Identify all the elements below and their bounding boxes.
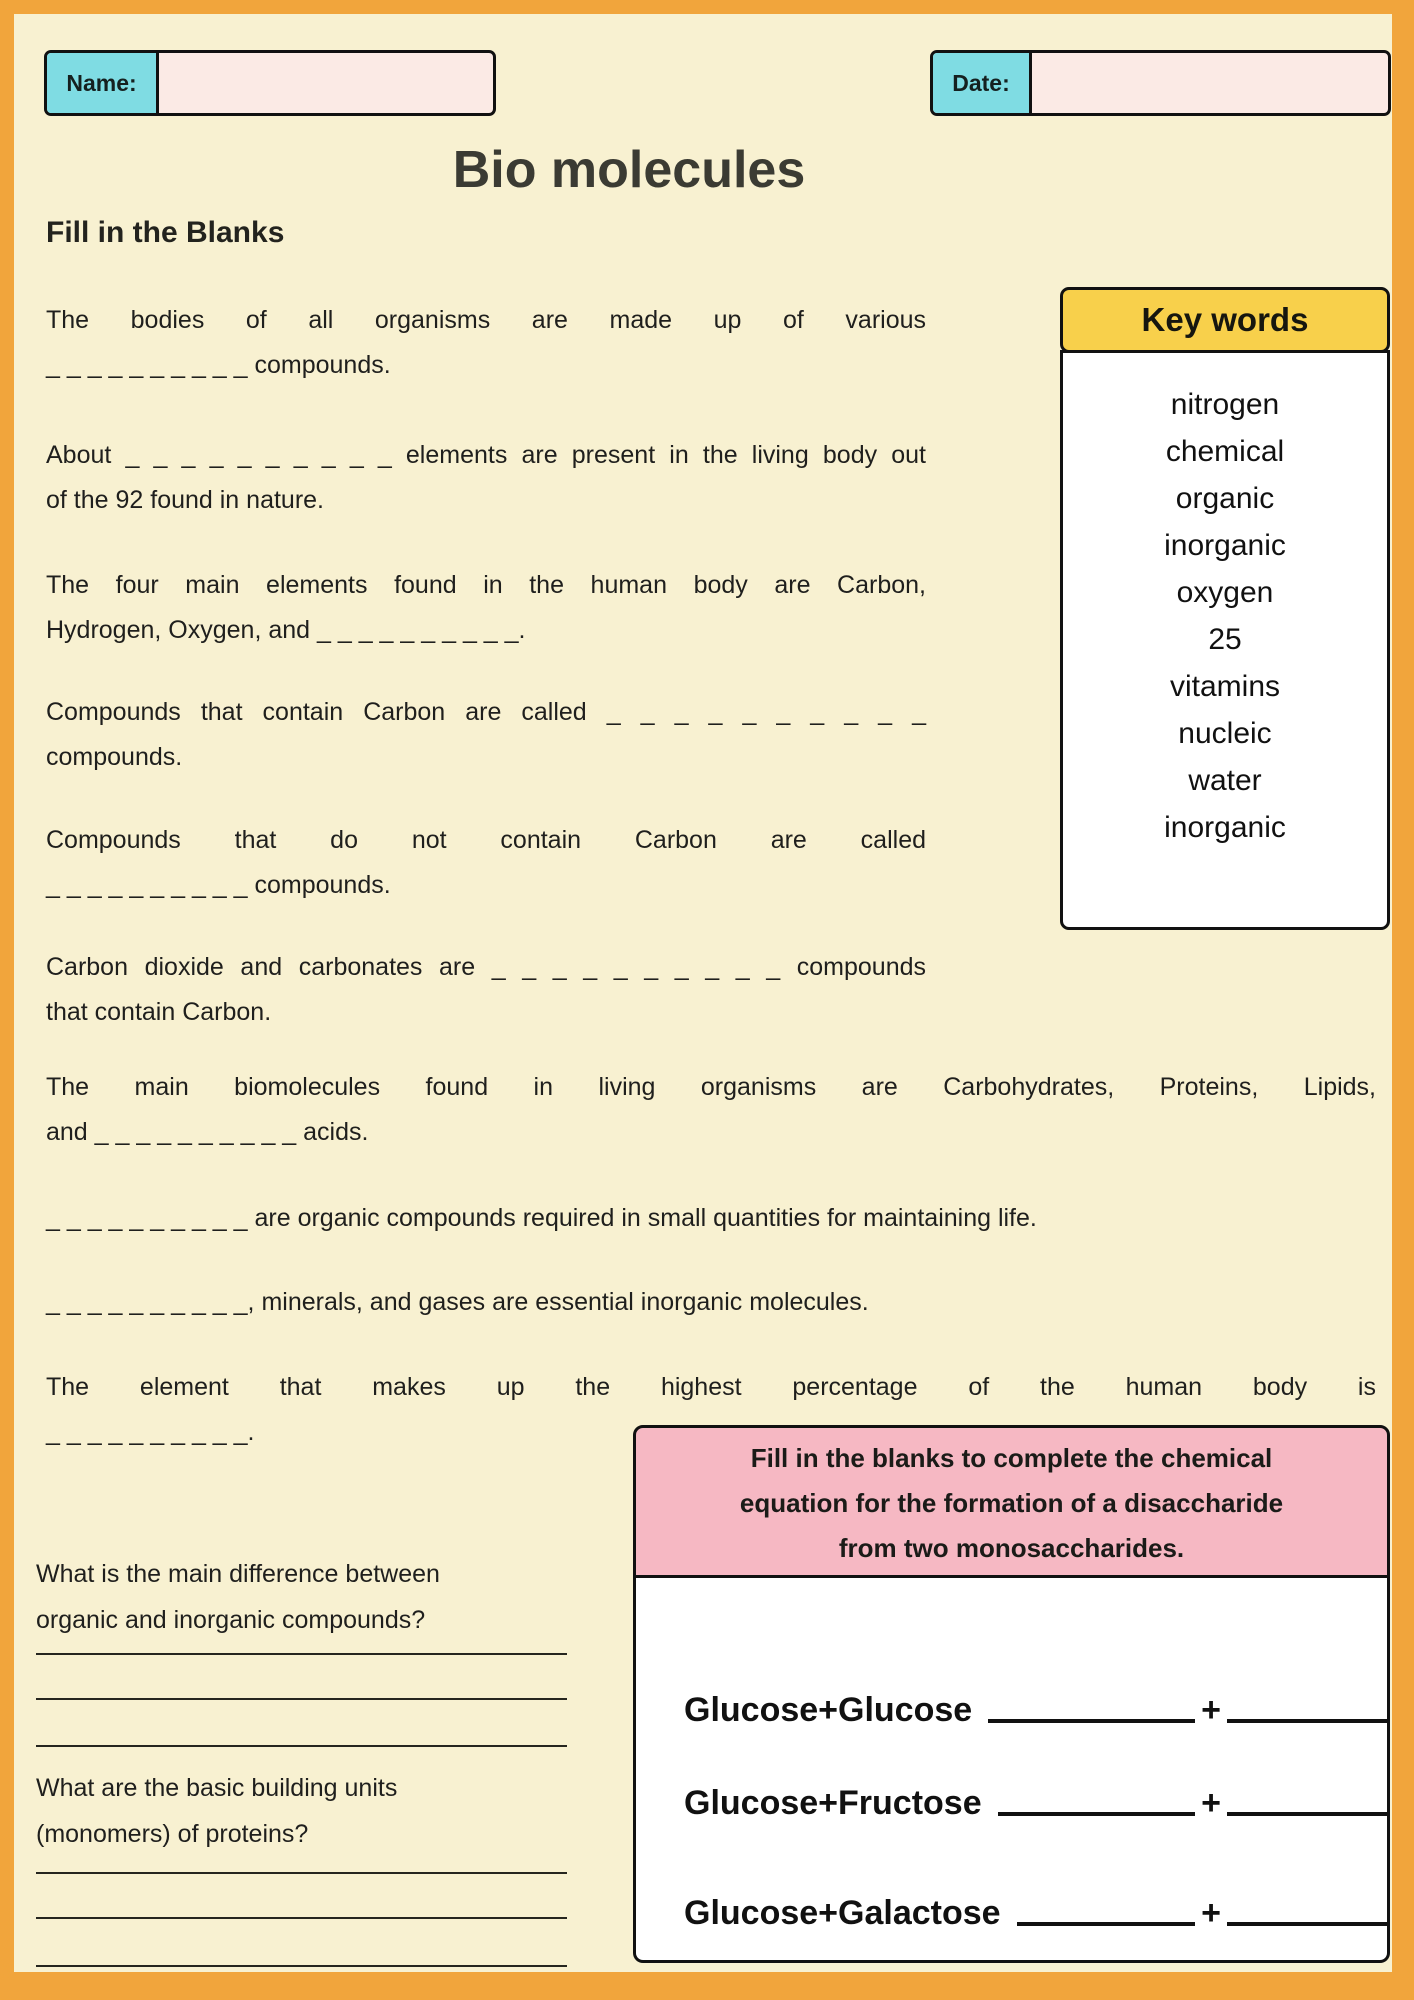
name-input[interactable] xyxy=(159,53,493,113)
name-label: Name: xyxy=(47,53,159,113)
key-words-box xyxy=(1060,350,1390,930)
equation-reactants: Glucose+Glucose xyxy=(684,1691,973,1729)
paragraph-line-1: The bodies of all organisms are made up of various xyxy=(46,306,926,334)
paragraph-line-1: The four main elements found in the human body are Carbon, xyxy=(46,571,926,599)
equation-blank-line xyxy=(1227,1922,1390,1926)
answer-line xyxy=(36,1917,567,1919)
paragraph-line-2: _ _ _ _ _ _ _ _ _ _ compounds. xyxy=(46,871,391,899)
paragraph-line-2: compounds. xyxy=(46,743,183,771)
answer-line xyxy=(36,1698,567,1700)
equation-reactants: Glucose+Galactose xyxy=(684,1894,1001,1932)
paragraph-line-2: _ _ _ _ _ _ _ _ _ _ compounds. xyxy=(46,351,391,379)
page-title: Bio molecules xyxy=(452,141,806,199)
question-1-line-2: organic and inorganic compounds? xyxy=(36,1606,426,1634)
paragraph-line-1: Compounds that do not contain Carbon are called xyxy=(46,826,926,854)
key-word: water xyxy=(1188,764,1262,797)
question-2-line-2: (monomers) of proteins? xyxy=(36,1820,309,1848)
question-2 xyxy=(36,1765,566,1857)
paragraph-line-1: About _ _ _ _ _ _ _ _ _ _ elements are present in the living body out xyxy=(46,441,926,469)
equation-row xyxy=(636,1686,1387,1730)
paragraph-line-1: _ _ _ _ _ _ _ _ _ _, minerals, and gases are essential inorganic molecules. xyxy=(46,1288,869,1316)
paragraph-line-1: The element that makes up the highest percentage of the human body is xyxy=(46,1373,1376,1401)
key-word: inorganic xyxy=(1164,529,1286,562)
key-word: chemical xyxy=(1165,435,1285,468)
key-word: nucleic xyxy=(1178,717,1272,750)
equation-panel-heading-line: Fill in the blanks to complete the chemical xyxy=(750,1443,1273,1473)
equation-row xyxy=(636,1889,1387,1933)
paragraph xyxy=(46,1065,1376,1155)
paragraph xyxy=(46,298,926,388)
equation-panel-body xyxy=(633,1578,1390,1963)
paragraph-line-1: Carbon dioxide and carbonates are _ _ _ _ _ _ _ _ _ _ compounds xyxy=(46,953,926,981)
paragraph-line-1: The main biomolecules found in living organisms are Carbohydrates, Proteins, Lipids, xyxy=(46,1073,1376,1101)
plus-sign: + xyxy=(1201,1691,1221,1729)
answer-line xyxy=(36,1653,567,1655)
equation-panel-heading-line: from two monosaccharides. xyxy=(838,1533,1185,1563)
equation-row xyxy=(636,1779,1387,1823)
paragraph-line-2: _ _ _ _ _ _ _ _ _ _. xyxy=(46,1418,255,1446)
equation-blank-line xyxy=(988,1719,1195,1723)
answer-line xyxy=(36,1745,567,1747)
key-word: nitrogen xyxy=(1170,388,1280,421)
paragraph-line-2: and _ _ _ _ _ _ _ _ _ _ acids. xyxy=(46,1118,369,1146)
equation-blank-line xyxy=(1227,1812,1390,1816)
name-field-box xyxy=(44,50,496,116)
date-input[interactable] xyxy=(1032,53,1388,113)
paragraph-line-1: _ _ _ _ _ _ _ _ _ _ are organic compounds required in small quantities for maintaining life. xyxy=(46,1204,1037,1232)
equation-blank-line xyxy=(1017,1922,1196,1926)
key-word: vitamins xyxy=(1169,670,1281,703)
paragraph xyxy=(46,690,926,780)
paragraph xyxy=(46,1196,1376,1241)
section-heading: Fill in the Blanks xyxy=(46,216,285,249)
answer-line xyxy=(36,1965,567,1967)
paragraph xyxy=(46,945,926,1035)
paragraph-line-1: Compounds that contain Carbon are called _ _ _ _ _ _ _ _ _ _ xyxy=(46,698,926,726)
paragraph-line-2: Hydrogen, Oxygen, and _ _ _ _ _ _ _ _ _ _. xyxy=(46,616,526,644)
paragraph xyxy=(46,433,926,523)
paragraph xyxy=(46,818,926,908)
paragraph-line-2: of the 92 found in nature. xyxy=(46,486,324,514)
answer-line xyxy=(36,1872,567,1874)
equation-reactants: Glucose+Fructose xyxy=(684,1784,982,1822)
equation-panel-header xyxy=(633,1425,1390,1578)
paragraph xyxy=(46,1280,1376,1325)
date-field-box xyxy=(930,50,1391,116)
paragraph-line-2: that contain Carbon. xyxy=(46,998,272,1026)
question-1-line-1: What is the main difference between xyxy=(36,1560,440,1588)
paragraph xyxy=(46,563,926,653)
question-2-line-1: What are the basic building units xyxy=(36,1774,398,1802)
key-word: oxygen xyxy=(1176,576,1274,609)
date-label: Date: xyxy=(933,53,1032,113)
key-word: inorganic xyxy=(1164,811,1286,844)
equation-panel-heading-line: equation for the formation of a disaccharide xyxy=(739,1488,1284,1518)
key-word: 25 xyxy=(1208,623,1242,656)
plus-sign: + xyxy=(1201,1784,1221,1822)
equation-blank-line xyxy=(1227,1719,1390,1723)
key-word: organic xyxy=(1175,482,1275,515)
plus-sign: + xyxy=(1201,1894,1221,1932)
question-1 xyxy=(36,1551,566,1643)
key-words-header: Key words xyxy=(1060,287,1390,353)
equation-blank-line xyxy=(998,1812,1196,1816)
